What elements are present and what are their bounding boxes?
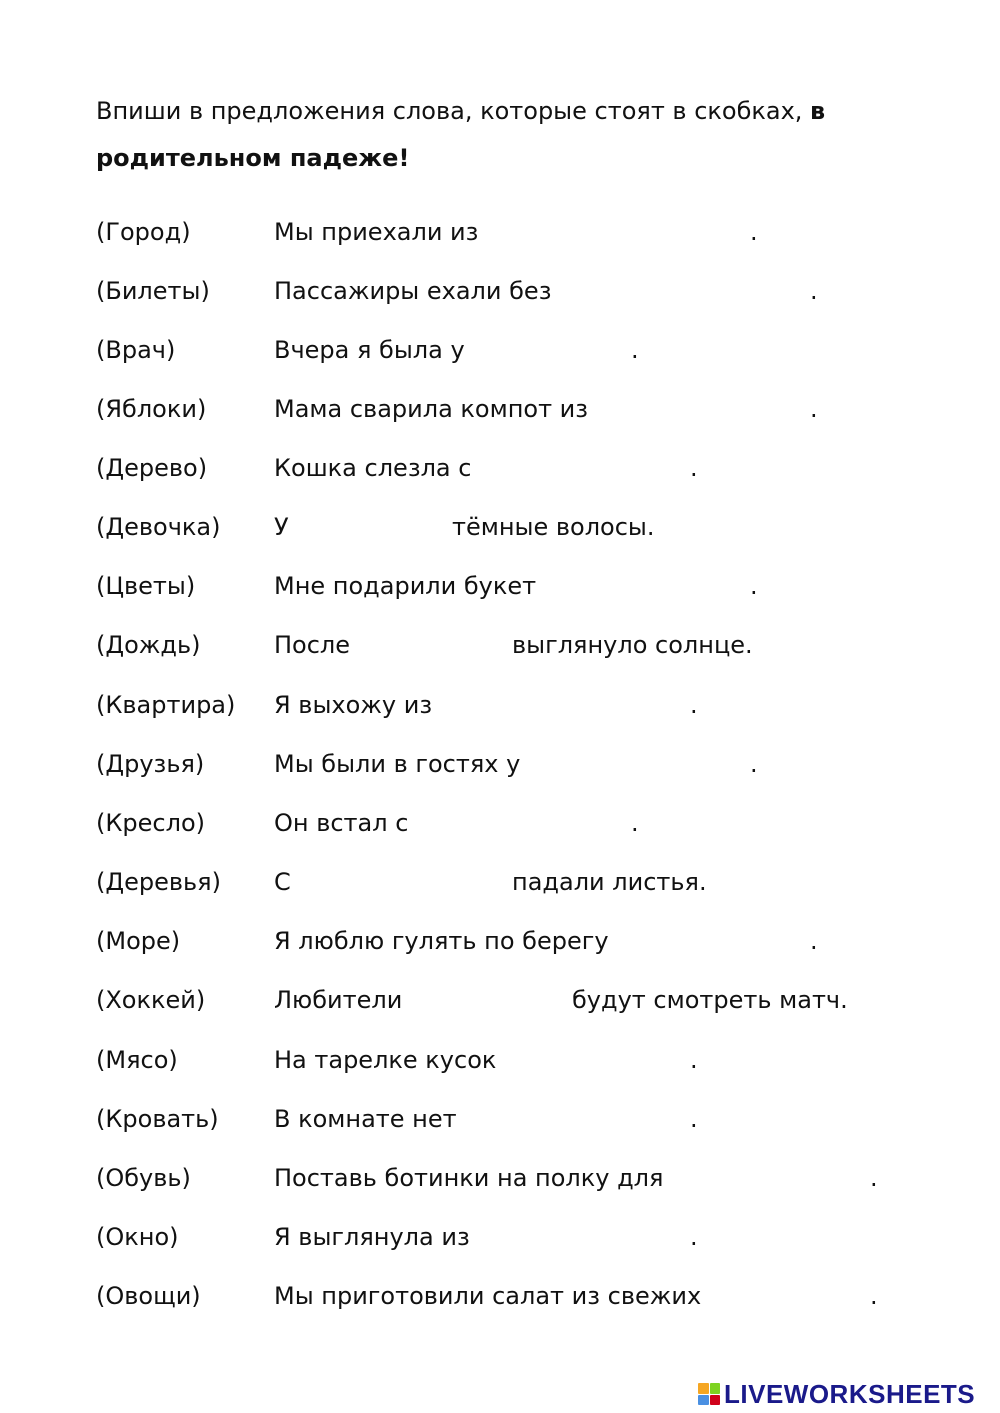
exercise-row (0, 864, 1000, 900)
sentence-start: Пассажиры ехали без (274, 277, 552, 305)
answer-field[interactable] (360, 633, 506, 661)
sentence-end: . (631, 809, 639, 837)
answer-field[interactable] (680, 1166, 869, 1194)
mark-square (698, 1395, 709, 1406)
sentence-start: Мы приехали из (274, 218, 479, 246)
hint-word: (Овощи) (96, 1282, 201, 1310)
hint-word: (Дождь) (96, 631, 201, 659)
sentence-start: На тарелке кусок (274, 1046, 497, 1074)
exercise-row (0, 332, 1000, 368)
hint-word: (Город) (96, 218, 191, 246)
sentence-start: Он встал с (274, 809, 409, 837)
exercise-row (0, 1101, 1000, 1137)
exercise-row (0, 923, 1000, 959)
answer-field[interactable] (298, 515, 447, 543)
sentence-end: . (690, 454, 698, 482)
sentence-end: . (870, 1164, 878, 1192)
sentence-end: . (690, 1223, 698, 1251)
hint-word: (Друзья) (96, 750, 205, 778)
hint-word: (Хоккей) (96, 986, 206, 1014)
sentence-start: Кошка слезла с (274, 454, 472, 482)
exercise-row (0, 214, 1000, 250)
exercise-row (0, 805, 1000, 841)
hint-word: (Врач) (96, 336, 176, 364)
sentence-start: Вчера я была у (274, 336, 465, 364)
exercise-row (0, 450, 1000, 486)
hint-word: (Кровать) (96, 1105, 219, 1133)
mark-square (710, 1383, 721, 1394)
answer-field[interactable] (600, 397, 809, 425)
instructions (96, 88, 896, 182)
sentence-end: . (750, 572, 758, 600)
liveworksheets-mark-icon (698, 1383, 720, 1405)
exercise-row (0, 391, 1000, 427)
hint-word: (Билеты) (96, 277, 210, 305)
sentence-start: Поставь ботинки на полку для (274, 1164, 664, 1192)
sentence-start: Мы были в гостях у (274, 750, 521, 778)
hint-word: (Кресло) (96, 809, 205, 837)
answer-field[interactable] (550, 574, 749, 602)
answer-field[interactable] (480, 338, 629, 366)
sentence-end: выглянуло солнце. (512, 631, 753, 659)
sentence-end: . (870, 1282, 878, 1310)
sentence-end: тёмные волосы. (452, 513, 655, 541)
hint-word: (Море) (96, 927, 181, 955)
exercise-row (0, 1160, 1000, 1196)
answer-field[interactable] (565, 279, 809, 307)
sentence-start: Мама сварила компот из (274, 395, 589, 423)
answer-field[interactable] (485, 1225, 689, 1253)
hint-word: (Мясо) (96, 1046, 178, 1074)
hint-word: (Яблоки) (96, 395, 207, 423)
exercise-row (0, 509, 1000, 545)
hint-word: (Девочка) (96, 513, 221, 541)
sentence-start: Мне подарили букет (274, 572, 537, 600)
liveworksheets-wordmark: LIVEWORKSHEETS (724, 1378, 976, 1409)
sentence-end: . (810, 277, 818, 305)
exercise-row (0, 1042, 1000, 1078)
sentence-end: . (690, 691, 698, 719)
exercise-row (0, 687, 1000, 723)
sentence-start: Я выглянула из (274, 1223, 470, 1251)
sentence-end: будут смотреть матч. (572, 986, 848, 1014)
sentence-start: Я выхожу из (274, 691, 433, 719)
liveworksheets-logo (698, 1378, 975, 1410)
answer-field[interactable] (445, 693, 689, 721)
hint-word: (Дерево) (96, 454, 208, 482)
answer-field[interactable] (625, 929, 809, 957)
sentence-start: С (274, 868, 291, 896)
instructions-bold: в родительном падеже! (96, 97, 826, 172)
exercise-row (0, 1219, 1000, 1255)
exercise-row (0, 1278, 1000, 1314)
mark-square (710, 1395, 721, 1406)
instructions-text: Впиши в предложения слова, которые стоят в скобках, (96, 97, 811, 125)
hint-word: (Деревья) (96, 868, 221, 896)
answer-field[interactable] (412, 988, 566, 1016)
sentence-start: Любители (274, 986, 403, 1014)
exercise-row (0, 982, 1000, 1018)
answer-field[interactable] (718, 1284, 869, 1312)
exercise-row (0, 746, 1000, 782)
exercise-row (0, 627, 1000, 663)
sentence-end: . (690, 1046, 698, 1074)
sentence-start: В комнате нет (274, 1105, 457, 1133)
answer-field[interactable] (465, 1107, 689, 1135)
hint-word: (Цветы) (96, 572, 196, 600)
hint-word: (Окно) (96, 1223, 179, 1251)
sentence-start: Мы приготовили салат из свежих (274, 1282, 702, 1310)
answer-field[interactable] (510, 1048, 689, 1076)
sentence-end: . (810, 927, 818, 955)
sentence-end: падали листья. (512, 868, 707, 896)
sentence-end: . (750, 218, 758, 246)
sentence-start: У (274, 513, 289, 541)
answer-field[interactable] (490, 220, 749, 248)
sentence-end: . (810, 395, 818, 423)
sentence-end: . (750, 750, 758, 778)
sentence-end: . (631, 336, 639, 364)
sentence-start: После (274, 631, 351, 659)
mark-square (698, 1383, 709, 1394)
answer-field[interactable] (485, 456, 689, 484)
hint-word: (Квартира) (96, 691, 236, 719)
exercise-row (0, 273, 1000, 309)
answer-field[interactable] (300, 870, 506, 898)
answer-field[interactable] (538, 752, 749, 780)
hint-word: (Обувь) (96, 1164, 191, 1192)
exercise-row (0, 568, 1000, 604)
sentence-end: . (690, 1105, 698, 1133)
sentence-start: Я люблю гулять по берегу (274, 927, 609, 955)
answer-field[interactable] (420, 811, 629, 839)
